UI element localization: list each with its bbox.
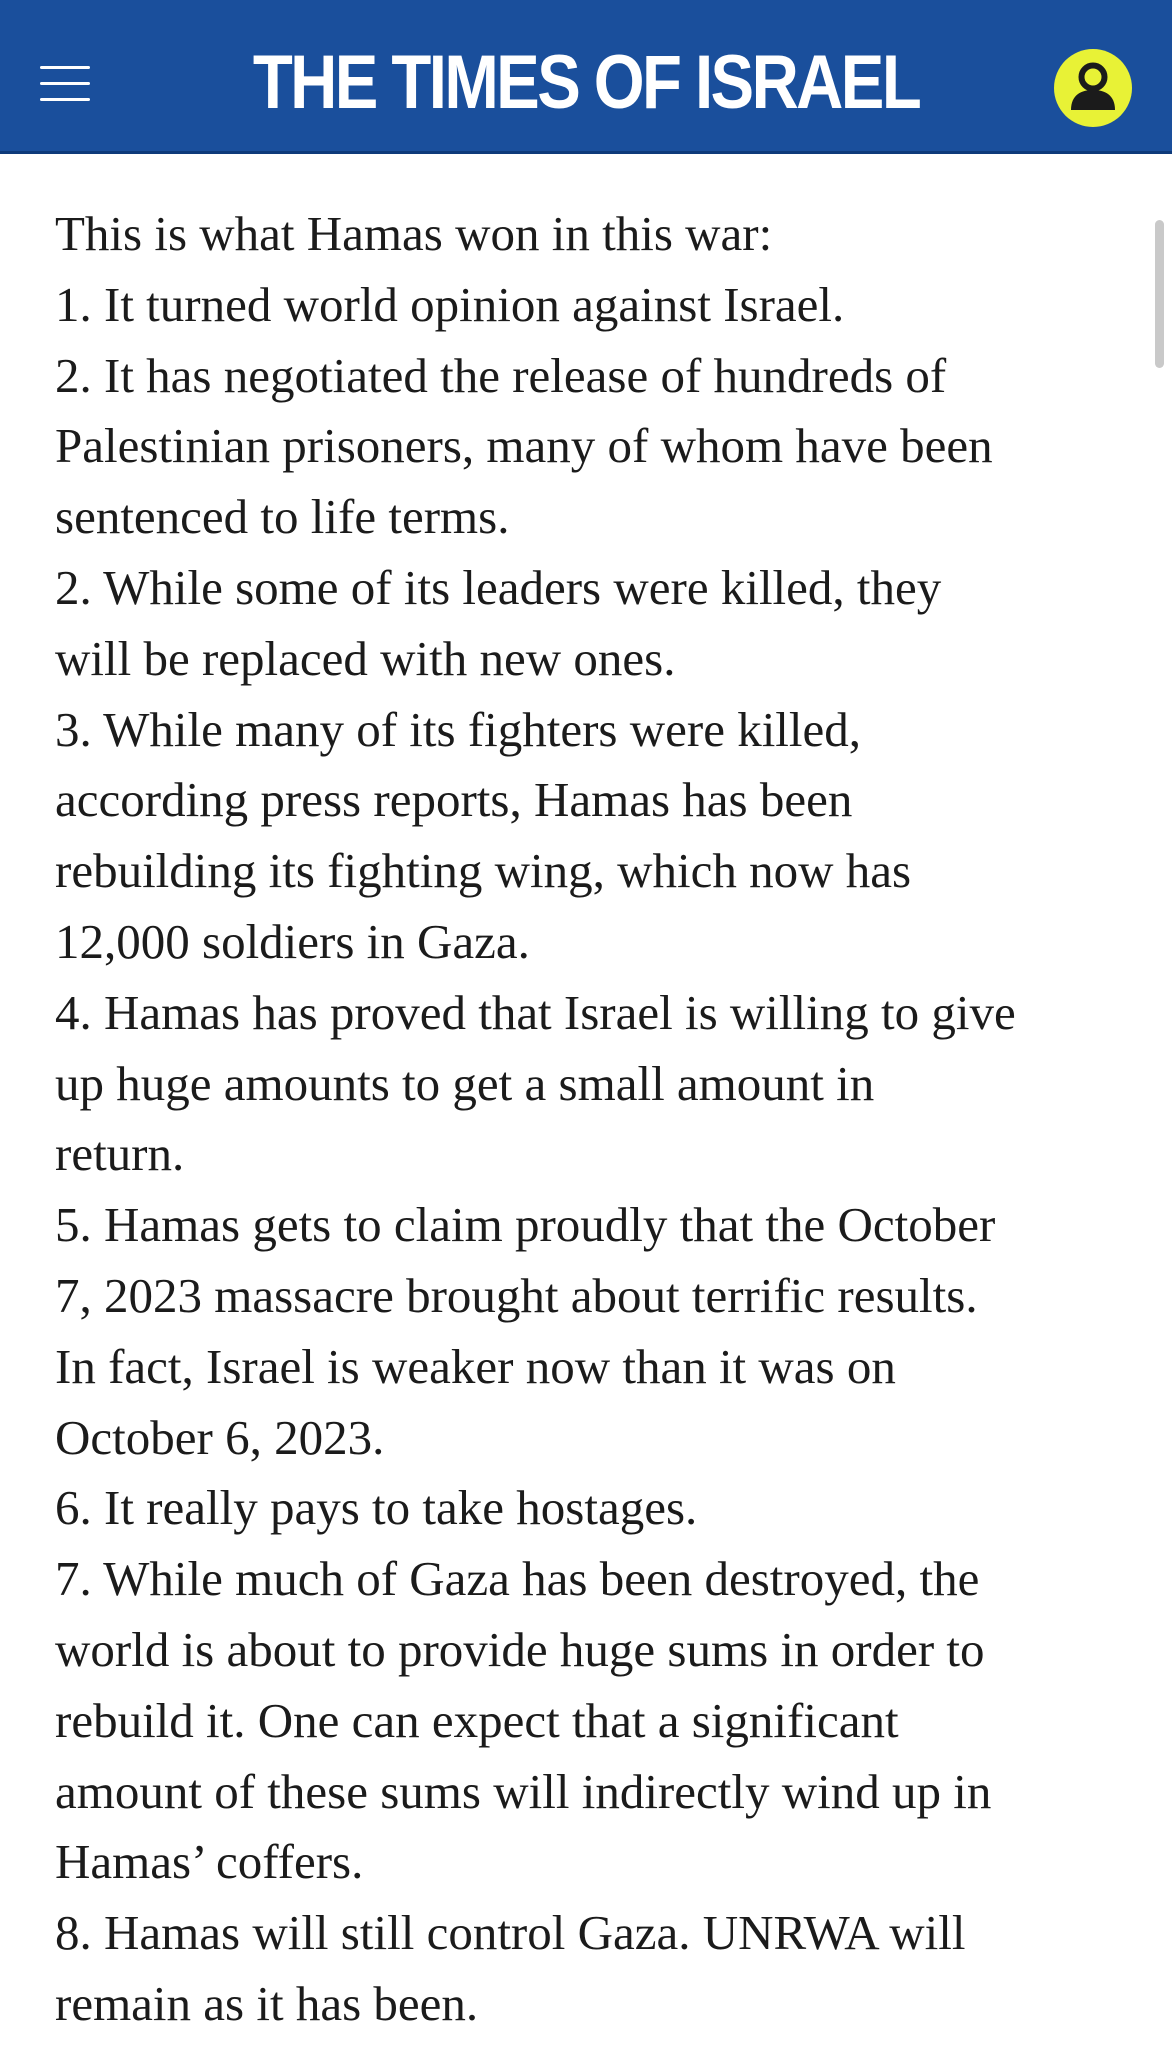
article-line: 12,000 soldiers in Gaza. (55, 913, 530, 969)
article-line: 1. It turned world opinion against Israel. (55, 276, 845, 332)
user-account-icon[interactable] (1054, 49, 1132, 127)
article-line: 4. Hamas has proved that Israel is willing to give (55, 984, 1016, 1040)
article-line: Palestinian prisoners, many of whom have been (55, 418, 993, 474)
site-logo[interactable]: THE TIMES OF ISRAEL (252, 40, 920, 125)
site-header (0, 0, 1172, 154)
article-line: This is what Hamas won in this war: (55, 206, 773, 261)
article-line: will be replaced with new ones. (55, 630, 676, 686)
article-body (55, 199, 1115, 2040)
article-line: world is about to provide huge sums in order to (55, 1621, 985, 1677)
article-line: remain as it has been. (55, 1975, 479, 2031)
article-line: according press reports, Hamas has been (55, 772, 853, 828)
article-line: 8. Hamas will still control Gaza. UNRWA will (55, 1905, 966, 1961)
article-line: 2. It has negotiated the release of hundreds of (55, 347, 947, 403)
article-line: October 6, 2023. (55, 1409, 385, 1465)
article-line: Hamas’ coffers. (55, 1834, 364, 1890)
article-line: sentenced to life terms. (55, 489, 510, 545)
article-line: rebuild it. One can expect that a significant (55, 1692, 899, 1748)
article-line: amount of these sums will indirectly wind up in (55, 1763, 992, 1819)
article-line: 7, 2023 massacre brought about terrific results. (55, 1267, 978, 1323)
article-line: rebuilding its fighting wing, which now has (55, 843, 912, 899)
article-line: up huge amounts to get a small amount in (55, 1055, 875, 1111)
article-line: In fact, Israel is weaker now than it was on (55, 1338, 896, 1394)
article-line: 3. While many of its fighters were killed, (55, 701, 862, 757)
article-line: return. (55, 1126, 185, 1182)
article-line: 7. While much of Gaza has been destroyed, the (55, 1551, 980, 1607)
article-line: 6. It really pays to take hostages. (55, 1480, 698, 1536)
article-line: 2. While some of its leaders were killed, they (55, 559, 942, 615)
user-silhouette-icon (1054, 49, 1132, 127)
scrollbar-thumb[interactable] (1155, 220, 1164, 368)
article-line: 5. Hamas gets to claim proudly that the October (55, 1197, 996, 1253)
